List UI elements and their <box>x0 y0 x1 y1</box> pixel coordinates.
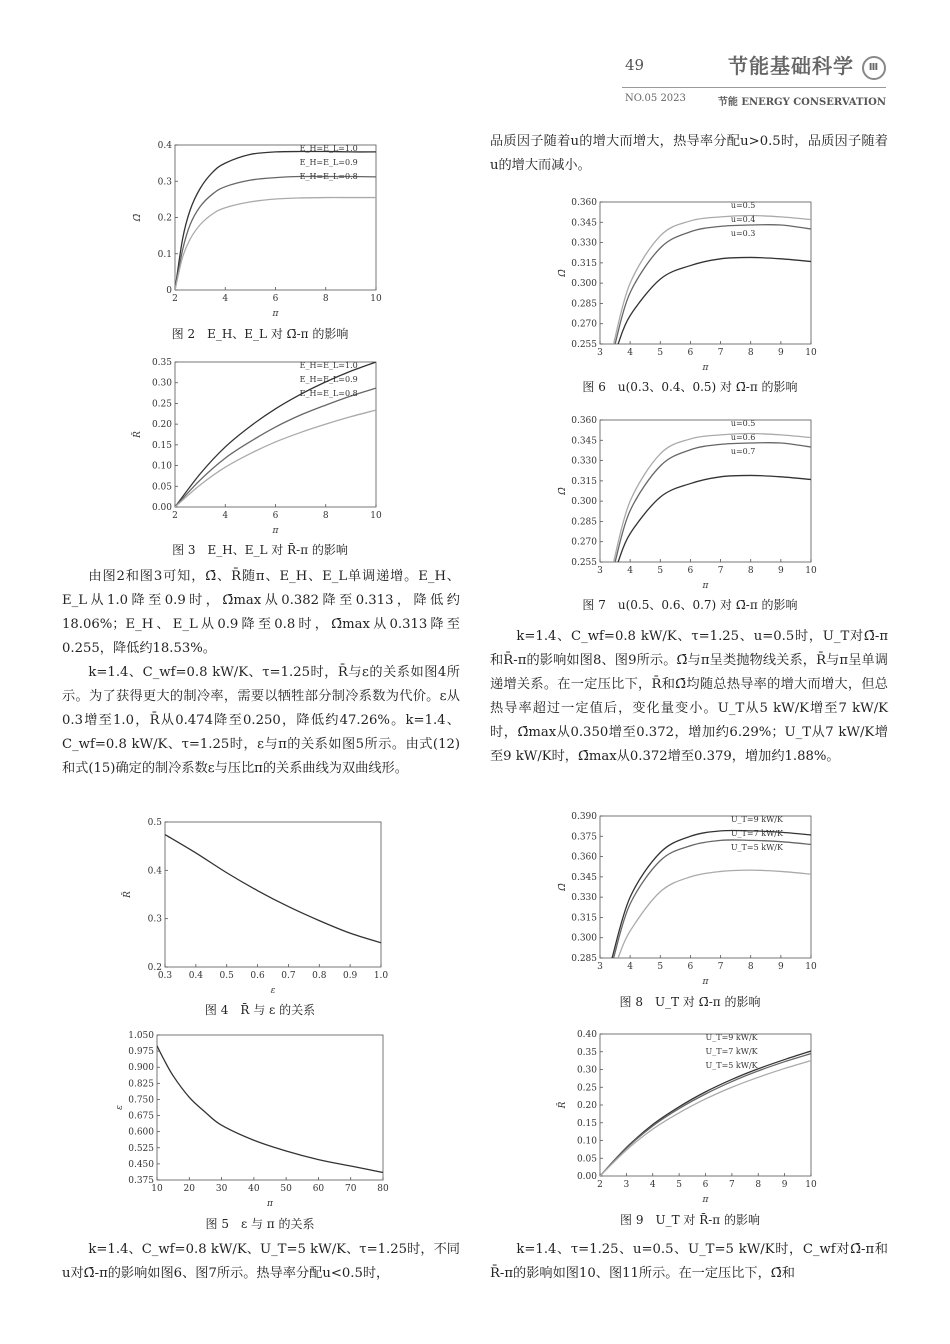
figure-3-caption: 图 3 E_H、E_L 对 R̄-π 的影响 <box>172 543 348 557</box>
series-line-1 <box>615 225 811 344</box>
series-legend-label: u=0.7 <box>730 447 756 456</box>
x-tick-label: 5 <box>657 348 664 358</box>
figure-3-chart <box>130 352 390 537</box>
y-tick-label: 0.750 <box>128 1095 154 1106</box>
x-tick-label: 9 <box>777 962 784 972</box>
series-legend-label: U_T=9 kW/K <box>705 1033 758 1042</box>
y-tick-label: 0.360 <box>571 416 597 426</box>
x-tick-label: 10 <box>805 348 817 358</box>
figure-7-caption: 图 7 u(0.5、0.6、0.7) 对 Ω̄-π 的影响 <box>582 598 798 612</box>
y-tick-label: 0 <box>166 286 172 296</box>
journal-emblem-icon: Ⅲ <box>862 56 886 80</box>
x-tick-label: 20 <box>183 1184 196 1194</box>
y-tick-label: 0.285 <box>571 517 597 528</box>
paragraph: k=1.4、C_wf=0.8 kW/K、τ=1.25、u=0.5时，U_T对Ω̄-π和R̄-π的影响如图8、图9所示。Ω̄与π呈类抛物线关系，R̄与π呈单调递增关系。在一定压比下，R̄和Ω̄均随总热导率的增大而增大，但总热导率超过一定值后，变化量变小。U_T从5 kW/K增至7 kW/K时，Ω̄max从0.350增至0.372，增加约6.29%；U_T从7 kW/K增至9 kW/K时，Ω̄max从0.372增至0.379，增加约1.88%。 <box>490 629 888 764</box>
series-legend-label: E_H=E_L=0.9 <box>299 375 358 384</box>
y-axis-label: Ω̄ <box>133 213 143 222</box>
y-tick-label: 0.375 <box>128 1176 154 1186</box>
x-tick-label: 6 <box>702 1180 709 1190</box>
x-tick-label: 4 <box>222 511 229 521</box>
y-tick-label: 0.600 <box>128 1127 154 1138</box>
x-tick-label: 10 <box>370 294 382 304</box>
y-tick-label: 0.360 <box>571 198 597 208</box>
x-tick-label: 2 <box>172 511 178 521</box>
x-tick-label: 4 <box>627 962 634 972</box>
y-tick-label: 0.360 <box>571 852 597 863</box>
figure-4-chart <box>120 812 395 997</box>
series-line-0 <box>614 434 811 562</box>
series-legend-label: u=0.5 <box>730 201 756 210</box>
series-line-0 <box>157 1046 383 1173</box>
x-tick-label: 4 <box>222 294 229 304</box>
series-line-2 <box>618 475 811 562</box>
series-line-2 <box>618 870 811 958</box>
y-tick-label: 0.300 <box>571 497 597 508</box>
x-tick-label: 60 <box>312 1184 325 1194</box>
y-tick-label: 0.270 <box>571 319 597 330</box>
y-tick-label: 0.345 <box>571 436 597 447</box>
x-tick-label: 40 <box>248 1184 260 1194</box>
series-legend-label: U_T=7 kW/K <box>705 1047 758 1056</box>
figure-6-chart <box>555 192 825 374</box>
x-tick-label: 4 <box>627 566 634 576</box>
x-tick-label: 4 <box>649 1180 656 1190</box>
figure-4-caption: 图 4 R̄ 与 ε 的关系 <box>204 1003 316 1017</box>
series-legend-label: u=0.5 <box>730 419 756 428</box>
y-tick-label: 0.450 <box>128 1159 154 1170</box>
y-tick-label: 0.20 <box>151 420 172 431</box>
x-tick-label: 6 <box>687 348 694 358</box>
y-axis-label: R̄ <box>123 891 133 898</box>
x-tick-label: 10 <box>805 1180 817 1190</box>
x-axis-label: π <box>272 526 279 536</box>
y-tick-label: 0.00 <box>151 503 172 513</box>
x-tick-label: 8 <box>322 511 329 521</box>
series-legend-label: U_T=5 kW/K <box>705 1061 758 1070</box>
x-tick-label: 1.0 <box>373 971 389 981</box>
y-tick-label: 0.4 <box>157 141 172 151</box>
y-axis-label: R̄ <box>133 431 143 438</box>
figure-8-chart <box>555 806 825 988</box>
y-tick-label: 0.270 <box>571 537 597 548</box>
journal-title-text: 节能基础科学 <box>728 54 855 78</box>
x-tick-label: 6 <box>272 511 279 521</box>
y-tick-label: 0.330 <box>571 893 597 904</box>
y-tick-label: 0.35 <box>576 1047 597 1058</box>
figure-8-caption: 图 8 U_T 对 Ω̄-π 的影响 <box>619 995 761 1009</box>
figure-2-chart <box>130 135 390 320</box>
x-axis-label: π <box>272 309 279 319</box>
x-tick-label: 6 <box>687 962 694 972</box>
y-tick-label: 0.15 <box>576 1118 597 1129</box>
x-tick-label: 7 <box>717 566 724 576</box>
y-tick-label: 0.4 <box>147 866 162 877</box>
x-tick-label: 3 <box>597 566 603 576</box>
y-tick-label: 0.825 <box>128 1079 154 1090</box>
y-tick-label: 0.285 <box>571 954 597 964</box>
y-tick-label: 0.255 <box>571 558 597 568</box>
x-tick-label: 10 <box>151 1184 163 1194</box>
x-tick-label: 10 <box>805 962 817 972</box>
y-axis-label: R̄ <box>558 1101 568 1109</box>
y-tick-label: 0.1 <box>157 249 172 260</box>
x-tick-label: 8 <box>747 962 754 972</box>
x-tick-label: 10 <box>370 511 382 521</box>
x-tick-label: 5 <box>657 962 664 972</box>
y-tick-label: 0.255 <box>571 340 597 350</box>
figure-5-chart <box>112 1025 397 1210</box>
x-tick-label: 7 <box>729 1180 735 1190</box>
paragraph: k=1.4、τ=1.25、u=0.5、U_T=5 kW/K时，C_wf对Ω̄-π和R̄-π的影响如图10、图11所示。在一定压比下，Ω̄和 <box>490 1242 888 1281</box>
y-axis-label: Ω̄ <box>558 487 568 495</box>
series-line-2 <box>600 1061 811 1176</box>
issue-label: NO.05 2023 <box>625 93 686 104</box>
y-tick-label: 0.675 <box>128 1111 154 1122</box>
series-line-1 <box>614 840 811 958</box>
y-tick-label: 0.3 <box>157 177 172 188</box>
y-tick-label: 0.05 <box>151 482 172 493</box>
x-tick-label: 2 <box>597 1180 603 1190</box>
y-tick-label: 0.30 <box>151 378 172 389</box>
y-tick-label: 0.2 <box>147 963 162 973</box>
x-tick-label: 8 <box>747 348 754 358</box>
series-line-1 <box>175 388 376 507</box>
y-tick-label: 0.315 <box>571 258 597 269</box>
left-paragraph-block-1 <box>62 565 460 781</box>
series-legend-label: E_H=E_L=0.8 <box>299 172 358 181</box>
y-tick-label: 0.25 <box>151 399 172 410</box>
page-number: 49 <box>625 56 645 74</box>
y-tick-label: 0.345 <box>571 872 597 883</box>
x-axis-label: π <box>267 1199 273 1209</box>
x-tick-label: 8 <box>322 294 329 304</box>
y-tick-label: 0.10 <box>151 461 172 472</box>
x-axis-label: π <box>702 1195 709 1205</box>
y-tick-label: 0.300 <box>571 933 597 944</box>
y-axis-label: ε <box>115 1105 125 1110</box>
plot-frame <box>165 822 381 967</box>
x-tick-label: 50 <box>280 1184 292 1194</box>
y-tick-label: 1.050 <box>128 1031 154 1041</box>
y-tick-label: 0.35 <box>151 358 172 368</box>
x-axis-label: π <box>702 581 709 591</box>
plot-frame <box>600 202 811 344</box>
figure-6-caption: 图 6 u(0.3、0.4、0.5) 对 Ω̄-π 的影响 <box>582 380 798 394</box>
series-legend-label: E_H=E_L=1.0 <box>299 361 358 370</box>
x-tick-label: 7 <box>717 348 724 358</box>
figure-7-chart <box>555 410 825 592</box>
y-tick-label: 0.00 <box>576 1172 597 1182</box>
y-tick-label: 0.10 <box>576 1136 597 1147</box>
series-legend-label: E_H=E_L=0.8 <box>299 389 358 398</box>
y-tick-label: 0.975 <box>128 1047 154 1058</box>
y-axis-label: Ω̄ <box>558 269 568 277</box>
x-tick-label: 0.9 <box>342 971 358 981</box>
paragraph: k=1.4、C_wf=0.8 kW/K、τ=1.25时，R̄与ε的关系如图4所示。为了获得更大的制冷率，需要以牺牲部分制冷系数为代价。ε从0.3增至1.0，R̄从0.474降至0.250，降低约47.26%。k=1.4、C_wf=0.8 kW/K、τ=1.25时，ε与π的关系如图5所示。由式(12)和式(15)确定的制冷系数ε与压比π的关系曲线为双曲线形。 <box>62 665 460 776</box>
y-tick-label: 0.330 <box>571 238 597 249</box>
y-tick-label: 0.900 <box>128 1063 154 1074</box>
x-tick-label: 30 <box>215 1184 228 1194</box>
series-legend-label: u=0.6 <box>730 433 756 442</box>
y-tick-label: 0.525 <box>128 1143 154 1154</box>
y-tick-label: 0.25 <box>576 1083 597 1094</box>
series-legend-label: u=0.3 <box>730 229 756 238</box>
y-tick-label: 0.300 <box>571 279 597 290</box>
y-tick-label: 0.2 <box>157 213 172 224</box>
y-tick-label: 0.315 <box>571 913 597 924</box>
x-tick-label: 0.3 <box>157 971 173 981</box>
x-tick-label: 7 <box>717 962 724 972</box>
x-tick-label: 80 <box>377 1184 389 1194</box>
series-line-2 <box>175 410 376 507</box>
x-tick-label: 0.7 <box>281 971 296 981</box>
y-axis-label: Ω̄ <box>558 883 568 891</box>
paragraph: 由图2和图3可知，Ω̄、R̄随π、E_H、E_L单调递增。E_H、E_L从1.0降至0.9时，Ω̄max从0.382降至0.313，降低约18.06%；E_H、E_L从0.9降至0.8时，Ω̄max从0.313降至0.255，降低约18.53%。 <box>62 569 460 656</box>
x-tick-label: 5 <box>657 566 664 576</box>
header-divider <box>622 87 886 88</box>
x-axis-label: π <box>702 977 709 987</box>
right-paragraph-block-2 <box>490 625 888 769</box>
x-tick-label: 70 <box>344 1184 357 1194</box>
figure-2-caption: 图 2 E_H、E_L 对 Ω̄-π 的影响 <box>171 327 349 341</box>
series-line-2 <box>618 257 811 344</box>
x-tick-label: 3 <box>597 348 603 358</box>
journal-en-label: 节能 ENERGY CONSERVATION <box>717 97 886 108</box>
paragraph: k=1.4、C_wf=0.8 kW/K、U_T=5 kW/K、τ=1.25时，不同u对Ω̄-π的影响如图6、图7所示。热导率分配u<0.5时， <box>62 1242 460 1281</box>
y-tick-label: 0.285 <box>571 299 597 310</box>
y-tick-label: 0.345 <box>571 218 597 229</box>
series-line-2 <box>175 198 376 290</box>
x-tick-label: 0.8 <box>312 971 327 981</box>
y-tick-label: 0.315 <box>571 476 597 487</box>
y-tick-label: 0.30 <box>576 1065 597 1076</box>
x-axis-label: ε <box>270 986 276 996</box>
x-tick-label: 8 <box>755 1180 762 1190</box>
series-legend-label: E_H=E_L=1.0 <box>299 144 358 153</box>
y-tick-label: 0.3 <box>147 914 162 925</box>
x-tick-label: 2 <box>172 294 178 304</box>
y-tick-label: 0.40 <box>576 1030 597 1040</box>
x-tick-label: 9 <box>777 348 784 358</box>
right-paragraph-block-3 <box>490 1238 888 1286</box>
y-tick-label: 0.330 <box>571 456 597 467</box>
x-tick-label: 6 <box>687 566 694 576</box>
x-tick-label: 5 <box>676 1180 682 1190</box>
x-tick-label: 4 <box>627 348 634 358</box>
plot-frame <box>600 420 811 562</box>
x-tick-label: 3 <box>623 1180 630 1190</box>
x-tick-label: 0.6 <box>250 971 265 981</box>
y-tick-label: 0.15 <box>151 440 172 451</box>
figure-5-caption: 图 5 ε 与 π 的关系 <box>205 1217 315 1231</box>
series-legend-label: U_T=7 kW/K <box>730 829 783 838</box>
x-tick-label: 3 <box>597 962 603 972</box>
x-tick-label: 0.5 <box>219 971 234 981</box>
series-line-0 <box>165 835 381 943</box>
plot-frame <box>157 1035 383 1180</box>
y-tick-label: 0.375 <box>571 832 597 843</box>
figure-9-caption: 图 9 U_T 对 R̄-π 的影响 <box>620 1213 760 1227</box>
y-tick-label: 0.05 <box>576 1154 597 1165</box>
journal-title <box>728 50 886 80</box>
y-tick-label: 0.390 <box>571 812 597 822</box>
series-legend-label: U_T=5 kW/K <box>730 843 783 852</box>
series-legend-label: U_T=9 kW/K <box>730 815 783 824</box>
series-legend-label: u=0.4 <box>730 215 756 224</box>
y-tick-label: 0.20 <box>576 1101 597 1111</box>
series-line-1 <box>615 443 811 562</box>
x-tick-label: 9 <box>777 566 784 576</box>
x-tick-label: 8 <box>747 566 754 576</box>
x-tick-label: 0.4 <box>188 971 204 981</box>
y-tick-label: 0.5 <box>147 818 162 828</box>
right-paragraph-block-1 <box>490 130 888 178</box>
left-paragraph-block-2 <box>62 1238 460 1286</box>
figure-9-chart <box>555 1024 825 1206</box>
series-legend-label: E_H=E_L=0.9 <box>299 158 358 167</box>
paragraph: 品质因子随着u的增大而增大，热导率分配u>0.5时，品质因子随着u的增大而减小。 <box>490 134 888 173</box>
x-axis-label: π <box>702 363 709 373</box>
x-tick-label: 10 <box>805 566 817 576</box>
x-tick-label: 9 <box>781 1180 788 1190</box>
series-line-0 <box>614 216 811 344</box>
series-line-1 <box>600 1054 811 1176</box>
x-tick-label: 6 <box>272 294 279 304</box>
series-line-1 <box>175 176 376 290</box>
